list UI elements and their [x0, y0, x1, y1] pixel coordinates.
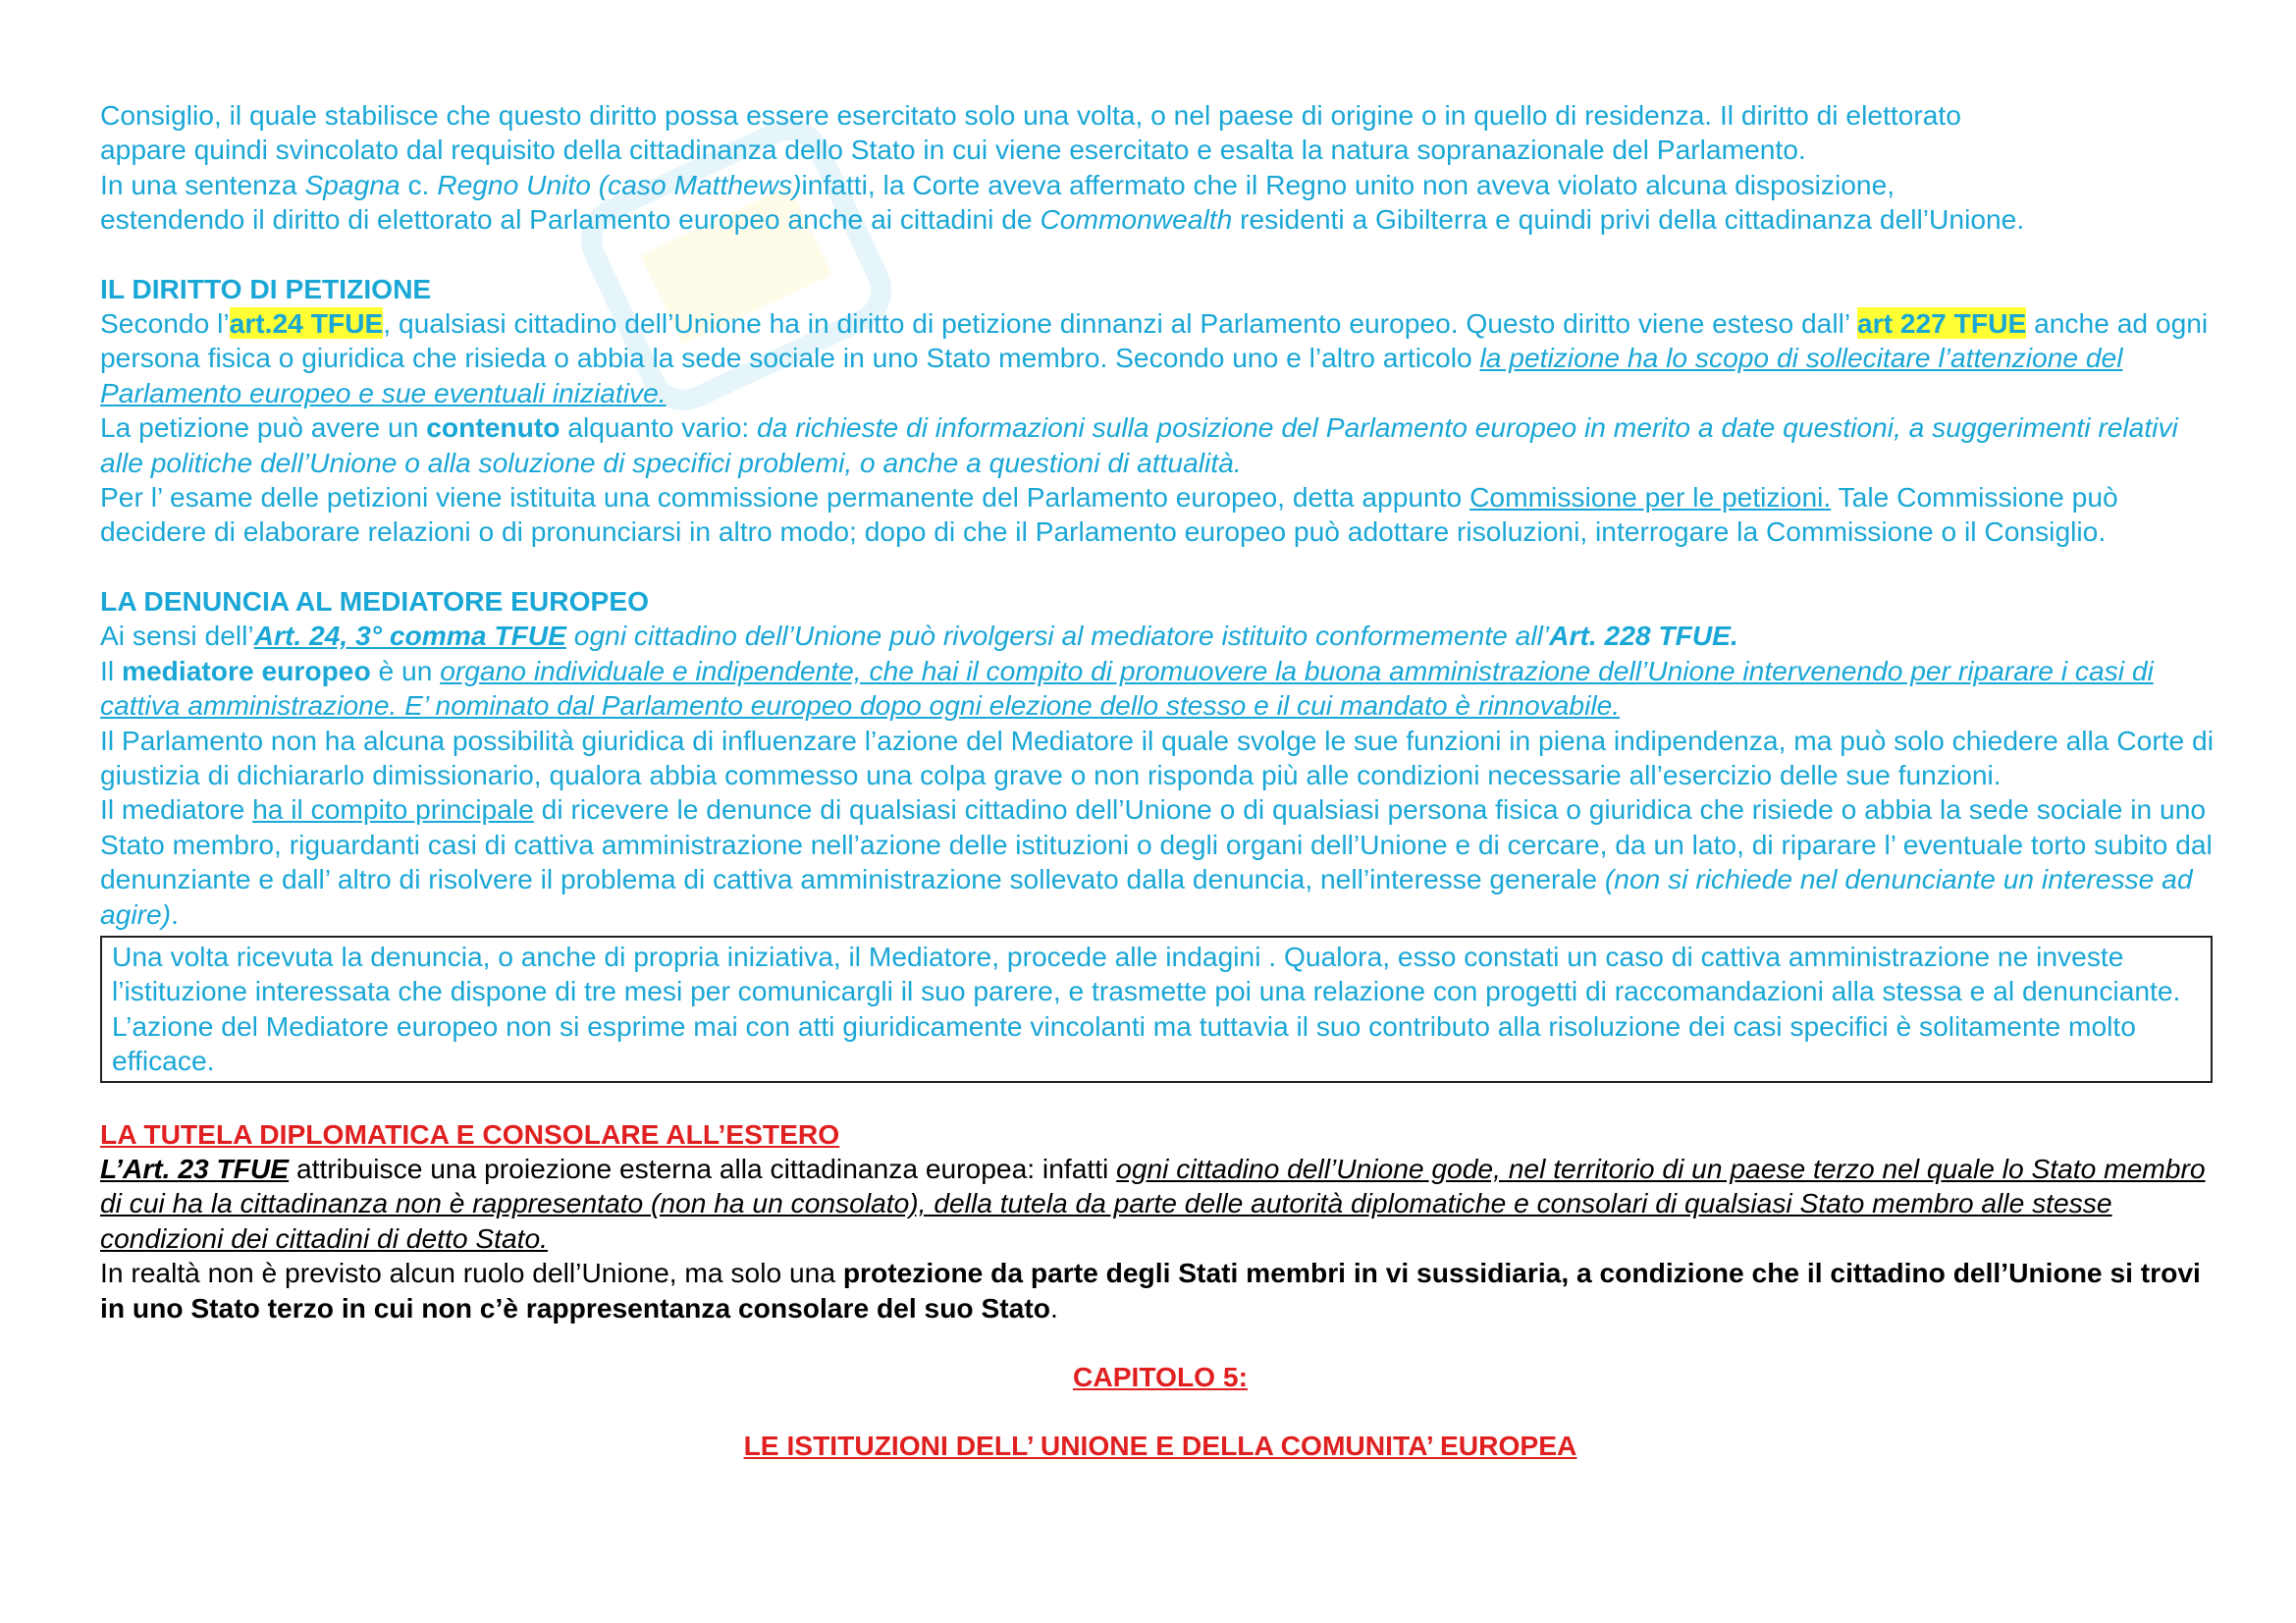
paragraph-mediatore-2: Il mediatore europeo è un organo individuale e indipendente, che hai il compito di promuovere la buona amministrazione dell’Unione intervenendo per riparare i casi di cattiva amministrazione. E’ nominato dal Parlamento europeo dopo ogni elezione dello stesso e il cui mandato è rinnovabile. — [100, 654, 2154, 722]
chapter-title: LE ISTITUZIONI DELL’ UNIONE E DELLA COMUNITA’ EUROPEA — [743, 1430, 1577, 1462]
paragraph-tutela-1: L’Art. 23 TFUE attribuisce una proiezione esterna alla cittadinanza europea: infatti ogni cittadino dell’Unione gode, nel territorio di un paese terzo nel quale lo Stato membro di cui ha la cittadinanza non è rappresentato (non ha un consolato), della tutela da parte delle autorità diplomatiche e consolari di qualsiasi Stato membro alle stesse condizioni dei cittadini di detto Stato. — [100, 1152, 2206, 1254]
chapter-number: CAPITOLO 5: — [1072, 1361, 1249, 1392]
paragraph-mediatore-4: Il mediatore ha il compito principale di ricevere le denunce di qualsiasi cittadino dell’Unione o di qualsiasi persona fisica o giuridica che risiede o abbia la sede sociale in uno Stato membro, riguardanti casi di cattiva amministrazione nell’azione delle istituzioni o degli organi dell’Unione e di cercare, da un lato, di riparare l’ eventuale torto subito dal denunziante e dall’ altro di risolvere il problema di cattiva amministrazione sollevato dalla denuncia, nell’interesse generale (non si richiede nel denunciante un interesse ad agire). — [100, 793, 2213, 930]
paragraph-petizione-2: La petizione può avere un contenuto alquanto vario: da richieste di informazioni sulla posizione del Parlamento europeo in merito a date questioni, a suggerimenti relativi alle politiche dell’Unione o alla soluzione di specifici problemi, o anche a questioni di attualità. — [100, 411, 2178, 478]
heading-mediatore: LA DENUNCIA AL MEDIATORE EUROPEO — [100, 584, 650, 617]
heading-petizione: IL DIRITTO DI PETIZIONE — [100, 272, 432, 304]
document-page — [100, 98, 2220, 1464]
paragraph-mediatore-3: Il Parlamento non ha alcuna possibilità giuridica di influenzare l’azione del Mediatore il quale svolge le sue funzioni in piena indipendenza, ma può solo chiedere alla Corte di giustizia di dichiararlo dimissionario, qualora abbia commesso una colpa grave o non risponda più alle condizioni necessarie all’esercizio delle sue funzioni. — [100, 724, 2214, 790]
boxed-paragraph-indagini: Una volta ricevuta la denuncia, o anche di propria iniziativa, il Mediatore, procede alle indagini . Qualora, esso constati un caso di cattiva amministrazione ne investe l’istituzione interessata che dispone di tre mesi per comunicargli il suo parere, e trasmette poi una relazione con progetti di raccomandazioni alla stessa e al denunciante. L’azione del Mediatore europeo non si esprime mai con atti giuridicamente vincolanti ma tuttavia il suo contributo alla risoluzione dei casi specifici è solitamente molto efficace. — [100, 936, 2213, 1083]
paragraph-tutela-2: In realtà non è previsto alcun ruolo dell’Unione, ma solo una protezione da parte degli Stati membri in vi sussidiaria, a condizione che il cittadino dell’Unione si trovi in uno Stato terzo in cui non c’è rappresentanza consolare del suo Stato. — [100, 1257, 2201, 1324]
heading-tutela: LA TUTELA DIPLOMATICA E CONSOLARE ALL’ESTERO — [100, 1117, 840, 1150]
paragraph-elettorato: Consiglio, il quale stabilisce che questo diritto possa essere esercitato solo una volta, o nel paese di origine o in quello di residenza. Il diritto di elettorato appare quindi svincolato dal requisito della cittadinanza dello Stato in cui viene esercitato e esalta la natura sopranazionale del Parlamento. In una sentenza Spagna c. Regno Unito (caso Matthews)infatti, la Corte aveva affermato che il Regno unito non aveva violato alcuna disposizione, estendendo il diritto di elettorato al Parlamento europeo anche ai cittadini de Commonwealth residenti a Gibilterra e quindi privi della cittadinanza dell’Unione. — [100, 99, 2025, 236]
paragraph-petizione-3: Per l’ esame delle petizioni viene istituita una commissione permanente del Parlamento europeo, detta appunto Commissione per le petizioni. Tale Commissione può decidere di elaborare relazioni o di pronunciarsi in altro modo; dopo di che il Parlamento europeo può adottare risoluzioni, interrogare la Commissione o il Consiglio. — [100, 481, 2118, 548]
paragraph-mediatore-1: Ai sensi dell’Art. 24, 3° comma TFUE ogni cittadino dell’Unione può rivolgersi al mediatore istituito conformemente all’Art. 228 TFUE. — [100, 620, 1738, 652]
paragraph-petizione-1: Secondo l’art.24 TFUE, qualsiasi cittadino dell’Unione ha in diritto di petizione dinnanzi al Parlamento europeo. Questo diritto viene esteso dall’ art 227 TFUE anche ad ogni persona fisica o giuridica che risieda o abbia la sede sociale in uno Stato membro. Secondo uno e l’altro articolo la petizione ha lo scopo di sollecitare l’attenzione del Parlamento europeo e sue eventuali iniziative. — [100, 307, 2209, 408]
